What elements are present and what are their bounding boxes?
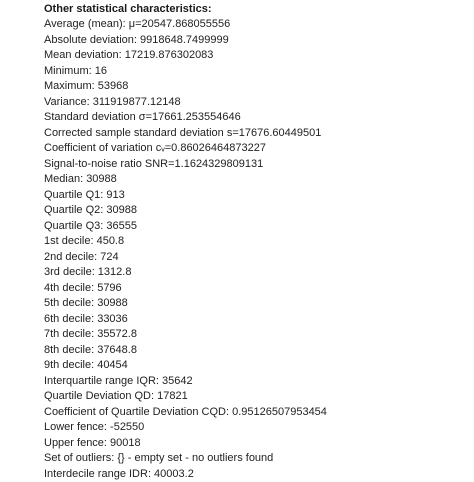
stat-quartile-q1: Quartile Q1: 913 [44,188,468,204]
stat-decile-3: 3rd decile: 1312.8 [44,265,468,281]
stat-lower-fence: Lower fence: -52550 [44,420,468,436]
stat-standard-deviation: Standard deviation σ=17661.253554646 [44,110,468,126]
stat-decile-2: 2nd decile: 724 [44,250,468,266]
stat-decile-7: 7th decile: 35572.8 [44,327,468,343]
stat-snr: Signal-to-noise ratio SNR=1.1624329809131 [44,157,468,173]
stat-mean-deviation: Mean deviation: 17219.876302083 [44,48,468,64]
stat-iqr: Interquartile range IQR: 35642 [44,374,468,390]
stat-maximum: Maximum: 53968 [44,79,468,95]
stat-coefficient-quartile-deviation: Coefficient of Quartile Deviation CQD: 0.95126507953454 [44,405,468,421]
stat-minimum: Minimum: 16 [44,64,468,80]
stat-mean: Average (mean): μ=20547.868055556 [44,17,468,33]
stat-corrected-sample-sd: Corrected sample standard deviation s=17676.60449501 [44,126,468,142]
stat-decile-4: 4th decile: 5796 [44,281,468,297]
stat-decile-5: 5th decile: 30988 [44,296,468,312]
stat-median: Median: 30988 [44,172,468,188]
stat-coefficient-of-variation: Coefficient of variation cᵥ=0.86026464873227 [44,141,468,157]
stat-quartile-q2: Quartile Q2: 30988 [44,203,468,219]
stat-decile-9: 9th decile: 40454 [44,358,468,374]
stat-absolute-deviation: Absolute deviation: 9918648.7499999 [44,33,468,49]
stat-decile-6: 6th decile: 33036 [44,312,468,328]
stat-quartile-q3: Quartile Q3: 36555 [44,219,468,235]
stat-outliers: Set of outliers: {} - empty set - no outliers found [44,451,468,467]
stat-decile-1: 1st decile: 450.8 [44,234,468,250]
stat-upper-fence: Upper fence: 90018 [44,436,468,452]
statistics-panel [44,2,468,409]
stat-quartile-deviation: Quartile Deviation QD: 17821 [44,389,468,405]
stat-decile-8: 8th decile: 37648.8 [44,343,468,359]
section-heading: Other statistical characteristics: [44,2,468,17]
stat-interdecile-range: Interdecile range IDR: 40003.2 [44,467,468,482]
stat-variance: Variance: 311919877.12148 [44,95,468,111]
